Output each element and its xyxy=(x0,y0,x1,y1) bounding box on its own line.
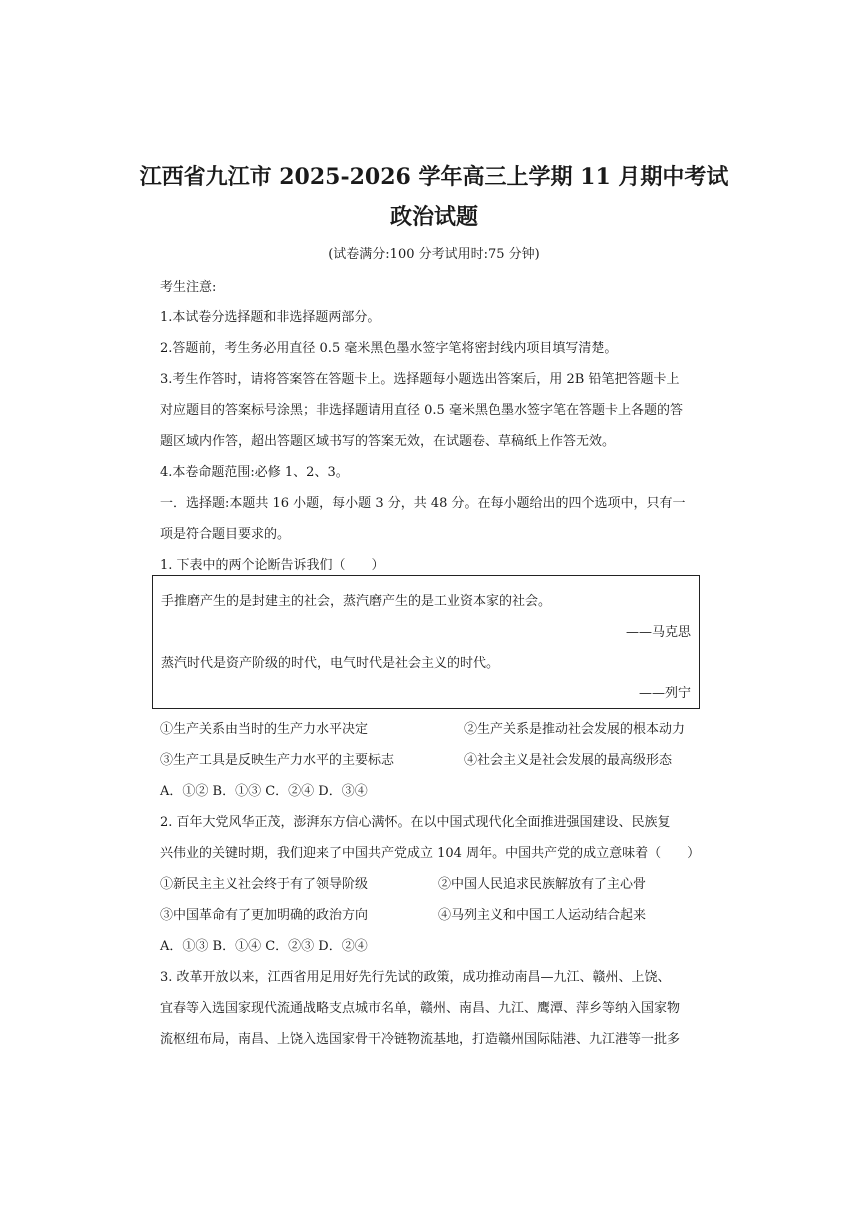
q2-option-3: ③中国革命有了更加明确的政治方向 xyxy=(160,908,369,923)
q2-stem-line2: 兴伟业的关键时期，我们迎来了中国共产党成立 104 周年。中国共产党的成立意味着（ ） xyxy=(160,846,701,861)
q3-line1: 3. 改革开放以来，江西省用足用好先行先试的政策，成功推动南昌—九江、赣州、上饶、 xyxy=(160,970,671,985)
q1-option-1: ①生产关系由当时的生产力水平决定 xyxy=(160,722,369,737)
section1-instruction-line2: 项是符合题目要求的。 xyxy=(160,527,291,542)
q2-option-2: ②中国人民追求民族解放有了主心骨 xyxy=(438,877,647,892)
notes-heading: 考生注意: xyxy=(160,280,217,295)
note-3-line1: 3.考生作答时，请将答案答在答题卡上。选择题每小题选出答案后，用 2B 铅笔把答题卡上 xyxy=(160,372,680,387)
q3-line2: 宜春等入选国家现代流通战略支点城市名单，赣州、南昌、九江、鹰潭、萍乡等纳入国家物 xyxy=(160,1001,681,1016)
q1-author-2: ——列宁 xyxy=(638,686,691,701)
note-2: 2.答题前，考生务必用直径 0.5 毫米黑色墨水签字笔将密封线内项目填写清楚。 xyxy=(160,341,618,356)
q1-option-4: ④社会主义是社会发展的最高级形态 xyxy=(464,753,673,768)
q1-option-2: ②生产关系是推动社会发展的根本动力 xyxy=(464,722,686,737)
q1-author-1: ——马克思 xyxy=(625,625,691,640)
exam-subject-title: 政治试题 xyxy=(389,204,478,230)
q1-quote-2: 蒸汽时代是资产阶级的时代，电气时代是社会主义的时代。 xyxy=(161,656,500,671)
section1-instruction-line1: 一．选择题:本题共 16 小题，每小题 3 分，共 48 分。在每小题给出的四个选项中，只有一 xyxy=(160,496,686,511)
exam-info: (试卷满分:100 分考试用时:75 分钟) xyxy=(328,247,540,262)
q2-option-1: ①新民主主义社会终于有了领导阶级 xyxy=(160,877,369,892)
exam-title: 江西省九江市 2025-2026 学年高三上学期 11 月期中考试 xyxy=(139,164,729,190)
q2-choices: A．①③ B．①④ C．②③ D．②④ xyxy=(160,939,368,954)
q1-choices: A．①② B．①③ C．②④ D．③④ xyxy=(160,784,368,799)
q1-quote-1: 手推磨产生的是封建主的社会，蒸汽磨产生的是工业资本家的社会。 xyxy=(161,594,552,609)
note-1: 1.本试卷分选择题和非选择题两部分。 xyxy=(160,310,381,325)
q1-option-3: ③生产工具是反映生产力水平的主要标志 xyxy=(160,753,395,768)
q1-quote-box xyxy=(152,575,700,709)
note-4: 4.本卷命题范围:必修 1、2、3。 xyxy=(160,465,349,480)
note-3-line3: 题区域内作答，超出答题区域书写的答案无效，在试题卷、草稿纸上作答无效。 xyxy=(160,434,616,449)
note-3-line2: 对应题目的答案标号涂黑；非选择题请用直径 0.5 毫米黑色墨水签字笔在答题卡上各题的答 xyxy=(160,403,683,418)
q2-stem-line1: 2. 百年大党风华正茂，澎湃东方信心满怀。在以中国式现代化全面推进强国建设、民族复 xyxy=(160,815,671,830)
q2-option-4: ④马列主义和中国工人运动结合起来 xyxy=(438,908,647,923)
q1-stem: 1. 下表中的两个论断告诉我们（ ） xyxy=(160,558,385,573)
q3-line3: 流枢纽布局，南昌、上饶入选国家骨干冷链物流基地，打造赣州国际陆港、九江港等一批多 xyxy=(160,1032,681,1047)
